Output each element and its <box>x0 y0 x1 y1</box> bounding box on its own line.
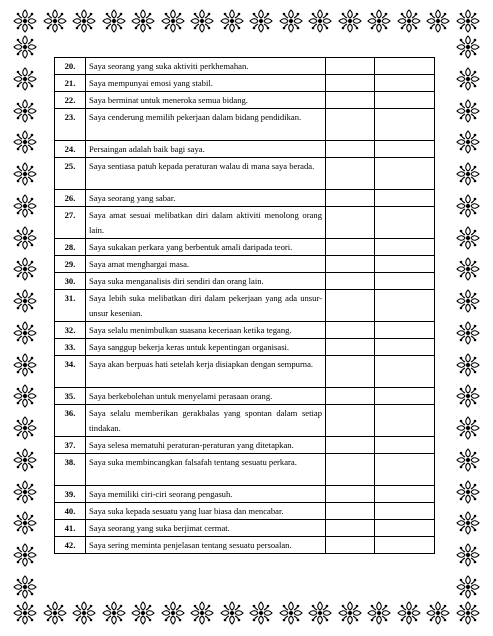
floral-cross-ornament-icon <box>455 447 481 473</box>
floral-cross-ornament-icon <box>12 256 38 282</box>
response-cell-2[interactable] <box>375 503 435 520</box>
response-cell-2[interactable] <box>375 109 435 141</box>
table-row <box>55 141 435 158</box>
table-row <box>55 256 435 273</box>
item-number: 27. <box>55 207 86 239</box>
floral-cross-ornament-icon <box>278 8 304 34</box>
floral-cross-ornament-icon <box>71 8 97 34</box>
table-row <box>55 158 435 190</box>
floral-cross-ornament-icon <box>12 193 38 219</box>
table-row <box>55 109 435 141</box>
table-row <box>55 503 435 520</box>
floral-cross-ornament-icon <box>455 288 481 314</box>
floral-cross-ornament-icon <box>130 600 156 626</box>
item-statement: Saya seorang yang sabar. <box>86 190 326 207</box>
floral-cross-ornament-icon <box>425 8 451 34</box>
response-cell-1[interactable] <box>326 405 375 437</box>
floral-cross-ornament-icon <box>12 383 38 409</box>
response-cell-1[interactable] <box>326 207 375 239</box>
item-number: 40. <box>55 503 86 520</box>
item-number: 34. <box>55 356 86 388</box>
floral-cross-ornament-icon <box>12 542 38 568</box>
response-cell-2[interactable] <box>375 158 435 190</box>
item-statement: Saya selalu memberikan gerakbalas yang spontan dalam setiap tindakan. <box>86 405 326 437</box>
response-cell-1[interactable] <box>326 388 375 405</box>
response-cell-1[interactable] <box>326 454 375 486</box>
response-cell-1[interactable] <box>326 339 375 356</box>
floral-cross-ornament-icon <box>366 600 392 626</box>
floral-cross-ornament-icon <box>12 129 38 155</box>
item-number: 31. <box>55 290 86 322</box>
floral-cross-ornament-icon <box>12 8 38 34</box>
response-cell-2[interactable] <box>375 92 435 109</box>
item-statement: Saya akan berpuas hati setelah kerja disiapkan dengan sempurna. <box>86 356 326 388</box>
response-cell-2[interactable] <box>375 290 435 322</box>
floral-cross-ornament-icon <box>396 600 422 626</box>
response-cell-2[interactable] <box>375 537 435 554</box>
floral-cross-ornament-icon <box>455 574 481 600</box>
item-statement: Saya suka membincangkan falsafah tentang sesuatu perkara. <box>86 454 326 486</box>
item-number: 35. <box>55 388 86 405</box>
floral-cross-ornament-icon <box>12 447 38 473</box>
item-number: 21. <box>55 75 86 92</box>
floral-cross-ornament-icon <box>248 8 274 34</box>
floral-cross-ornament-icon <box>455 193 481 219</box>
floral-cross-ornament-icon <box>42 8 68 34</box>
table-row <box>55 207 435 239</box>
table-row <box>55 190 435 207</box>
item-number: 38. <box>55 454 86 486</box>
response-cell-1[interactable] <box>326 356 375 388</box>
item-statement: Saya sering meminta penjelasan tentang sesuatu persoalan. <box>86 537 326 554</box>
floral-cross-ornament-icon <box>189 8 215 34</box>
response-cell-1[interactable] <box>326 437 375 454</box>
response-cell-1[interactable] <box>326 256 375 273</box>
table-row <box>55 322 435 339</box>
response-cell-2[interactable] <box>375 75 435 92</box>
response-cell-1[interactable] <box>326 520 375 537</box>
floral-cross-ornament-icon <box>219 600 245 626</box>
floral-cross-ornament-icon <box>307 600 333 626</box>
response-cell-1[interactable] <box>326 322 375 339</box>
floral-cross-ornament-icon <box>337 8 363 34</box>
table-row <box>55 388 435 405</box>
item-statement: Saya suka kepada sesuatu yang luar biasa dan mencabar. <box>86 503 326 520</box>
response-cell-2[interactable] <box>375 356 435 388</box>
floral-cross-ornament-icon <box>12 479 38 505</box>
table-row <box>55 273 435 290</box>
item-number: 28. <box>55 239 86 256</box>
response-cell-1[interactable] <box>326 58 375 75</box>
response-cell-1[interactable] <box>326 239 375 256</box>
response-cell-1[interactable] <box>326 273 375 290</box>
floral-cross-ornament-icon <box>455 415 481 441</box>
floral-cross-ornament-icon <box>396 8 422 34</box>
floral-cross-ornament-icon <box>455 600 481 626</box>
table-row <box>55 58 435 75</box>
item-statement: Saya cenderung memilih pekerjaan dalam bidang pendidikan. <box>86 109 326 141</box>
response-cell-2[interactable] <box>375 388 435 405</box>
item-number: 41. <box>55 520 86 537</box>
response-cell-1[interactable] <box>326 486 375 503</box>
response-cell-1[interactable] <box>326 503 375 520</box>
floral-cross-ornament-icon <box>455 8 481 34</box>
response-cell-1[interactable] <box>326 92 375 109</box>
response-cell-2[interactable] <box>375 322 435 339</box>
floral-cross-ornament-icon <box>425 600 451 626</box>
item-statement: Saya amat menghargai masa. <box>86 256 326 273</box>
item-number: 24. <box>55 141 86 158</box>
response-cell-2[interactable] <box>375 405 435 437</box>
floral-cross-ornament-icon <box>366 8 392 34</box>
item-statement: Saya amat sesuai melibatkan diri dalam aktiviti menolong orang lain. <box>86 207 326 239</box>
item-statement: Saya sanggup bekerja keras untuk kepentingan organisasi. <box>86 339 326 356</box>
table-row <box>55 239 435 256</box>
response-cell-2[interactable] <box>375 454 435 486</box>
item-number: 25. <box>55 158 86 190</box>
item-statement: Saya selesa mematuhi peraturan-peraturan yang ditetapkan. <box>86 437 326 454</box>
response-cell-2[interactable] <box>375 256 435 273</box>
table-row <box>55 486 435 503</box>
table-row <box>55 75 435 92</box>
response-cell-2[interactable] <box>375 207 435 239</box>
floral-cross-ornament-icon <box>160 600 186 626</box>
floral-cross-ornament-icon <box>248 600 274 626</box>
floral-cross-ornament-icon <box>455 129 481 155</box>
response-cell-1[interactable] <box>326 290 375 322</box>
floral-cross-ornament-icon <box>12 34 38 60</box>
item-number: 42. <box>55 537 86 554</box>
item-statement: Saya lebih suka melibatkan diri dalam pekerjaan yang ada unsur-unsur kesenian. <box>86 290 326 322</box>
item-number: 32. <box>55 322 86 339</box>
floral-cross-ornament-icon <box>455 510 481 536</box>
response-cell-2[interactable] <box>375 239 435 256</box>
item-statement: Saya sentiasa patuh kepada peraturan walau di mana saya berada. <box>86 158 326 190</box>
item-statement: Saya memiliki ciri-ciri seorang pengasuh. <box>86 486 326 503</box>
floral-cross-ornament-icon <box>455 225 481 251</box>
floral-cross-ornament-icon <box>189 600 215 626</box>
floral-cross-ornament-icon <box>307 8 333 34</box>
floral-cross-ornament-icon <box>455 320 481 346</box>
floral-cross-ornament-icon <box>12 288 38 314</box>
item-number: 29. <box>55 256 86 273</box>
item-number: 39. <box>55 486 86 503</box>
table-row <box>55 437 435 454</box>
item-statement: Saya suka menganalisis diri sendiri dan orang lain. <box>86 273 326 290</box>
table-row <box>55 405 435 437</box>
item-number: 37. <box>55 437 86 454</box>
table-row <box>55 454 435 486</box>
response-cell-1[interactable] <box>326 158 375 190</box>
table-row <box>55 356 435 388</box>
response-cell-2[interactable] <box>375 437 435 454</box>
response-cell-1[interactable] <box>326 75 375 92</box>
floral-cross-ornament-icon <box>12 161 38 187</box>
decorative-border-top <box>12 8 481 34</box>
floral-cross-ornament-icon <box>337 600 363 626</box>
table-row <box>55 290 435 322</box>
item-statement: Saya selalu menimbulkan suasana keceriaan ketika tegang. <box>86 322 326 339</box>
response-cell-2[interactable] <box>375 190 435 207</box>
item-statement: Saya sukakan perkara yang berbentuk amali daripada teori. <box>86 239 326 256</box>
item-number: 30. <box>55 273 86 290</box>
response-cell-2[interactable] <box>375 58 435 75</box>
floral-cross-ornament-icon <box>12 510 38 536</box>
table-row <box>55 92 435 109</box>
decorative-border-right <box>455 34 481 600</box>
decorative-border-left <box>12 34 38 600</box>
floral-cross-ornament-icon <box>12 66 38 92</box>
floral-cross-ornament-icon <box>455 352 481 378</box>
item-number: 22. <box>55 92 86 109</box>
floral-cross-ornament-icon <box>455 383 481 409</box>
floral-cross-ornament-icon <box>12 225 38 251</box>
floral-cross-ornament-icon <box>455 34 481 60</box>
item-number: 20. <box>55 58 86 75</box>
response-cell-2[interactable] <box>375 339 435 356</box>
item-statement: Saya berminat untuk meneroka semua bidang. <box>86 92 326 109</box>
item-number: 33. <box>55 339 86 356</box>
item-number: 36. <box>55 405 86 437</box>
floral-cross-ornament-icon <box>278 600 304 626</box>
floral-cross-ornament-icon <box>455 161 481 187</box>
floral-cross-ornament-icon <box>12 600 38 626</box>
floral-cross-ornament-icon <box>455 479 481 505</box>
response-cell-2[interactable] <box>375 273 435 290</box>
item-statement: Saya mempunyai emosi yang stabil. <box>86 75 326 92</box>
floral-cross-ornament-icon <box>219 8 245 34</box>
item-statement: Persaingan adalah baik bagi saya. <box>86 141 326 158</box>
floral-cross-ornament-icon <box>12 320 38 346</box>
questionnaire-table <box>54 57 435 554</box>
floral-cross-ornament-icon <box>455 98 481 124</box>
response-cell-1[interactable] <box>326 109 375 141</box>
item-statement: Saya berkebolehan untuk menyelami perasaan orang. <box>86 388 326 405</box>
response-cell-1[interactable] <box>326 537 375 554</box>
floral-cross-ornament-icon <box>12 352 38 378</box>
response-cell-2[interactable] <box>375 486 435 503</box>
floral-cross-ornament-icon <box>455 256 481 282</box>
decorative-border-bottom <box>12 600 481 626</box>
floral-cross-ornament-icon <box>12 574 38 600</box>
floral-cross-ornament-icon <box>42 600 68 626</box>
response-cell-1[interactable] <box>326 190 375 207</box>
floral-cross-ornament-icon <box>160 8 186 34</box>
response-cell-1[interactable] <box>326 141 375 158</box>
item-statement: Saya seorang yang suka berjimat cermat. <box>86 520 326 537</box>
table-row <box>55 520 435 537</box>
floral-cross-ornament-icon <box>101 8 127 34</box>
item-number: 26. <box>55 190 86 207</box>
item-statement: Saya seorang yang suka aktiviti perkhemahan. <box>86 58 326 75</box>
floral-cross-ornament-icon <box>71 600 97 626</box>
response-cell-2[interactable] <box>375 520 435 537</box>
floral-cross-ornament-icon <box>455 66 481 92</box>
table-row <box>55 339 435 356</box>
floral-cross-ornament-icon <box>12 415 38 441</box>
item-number: 23. <box>55 109 86 141</box>
table-row <box>55 537 435 554</box>
floral-cross-ornament-icon <box>12 98 38 124</box>
response-cell-2[interactable] <box>375 141 435 158</box>
floral-cross-ornament-icon <box>130 8 156 34</box>
floral-cross-ornament-icon <box>101 600 127 626</box>
floral-cross-ornament-icon <box>455 542 481 568</box>
